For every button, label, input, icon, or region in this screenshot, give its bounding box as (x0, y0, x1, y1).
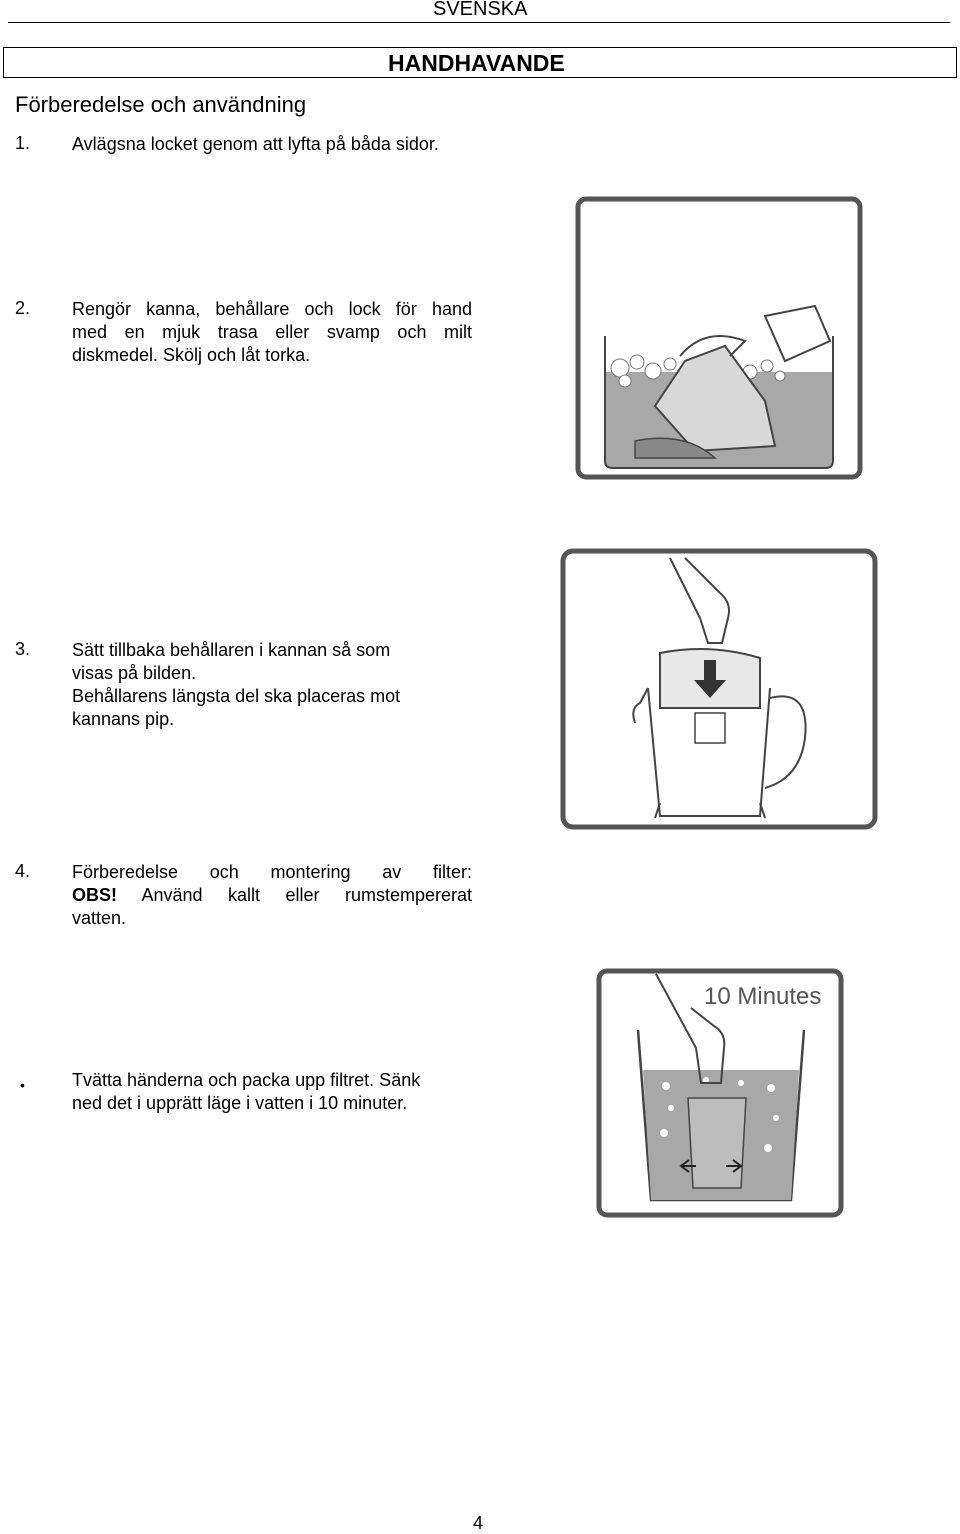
step-4-line: Förberedelse och montering av filter: (72, 862, 472, 882)
step-3-text (72, 639, 452, 731)
step-3-line: Sätt tillbaka behållaren i kannan så som (72, 640, 391, 660)
step-4-line: Använd kallt eller rumstempererat (141, 885, 472, 905)
step-2-text (72, 298, 472, 367)
obs-label: OBS! (72, 885, 117, 905)
insert-illustration (560, 548, 878, 832)
step-1-line: Avlägsna locket genom att lyfta på båda sidor. (72, 134, 439, 154)
step-2-number: 2. (15, 298, 31, 318)
step-3-line: visas på bilden. (72, 663, 197, 683)
step-3-line: Behållarens längsta del ska placeras mot (72, 686, 401, 706)
header-divider (8, 22, 950, 23)
soak-time-label: 10 Minutes (704, 983, 822, 1010)
page-number: 4 (473, 1513, 484, 1533)
step-1-text (72, 133, 492, 156)
step-4-note (72, 884, 472, 907)
step-2-line: med en mjuk trasa eller svamp och milt (72, 322, 472, 342)
step-3-line: kannans pip. (72, 709, 175, 729)
step-3-number: 3. (15, 639, 31, 659)
step-2-line: diskmedel. Skölj och låt torka. (72, 345, 311, 365)
wash-illustration (575, 196, 863, 482)
step-4-text (72, 861, 472, 930)
step-2-line: Rengör kanna, behållare och lock för hand (72, 299, 472, 319)
section-title: HANDHAVANDE (388, 50, 565, 76)
language-label: SVENSKA (433, 0, 528, 20)
bullet-marker: • (20, 1077, 25, 1093)
pitcher-insert-icon (560, 548, 878, 832)
soak-illustration (596, 968, 844, 1218)
step-4-number: 4. (15, 861, 31, 881)
filter-soak-icon (596, 968, 844, 1218)
step-1-number: 1. (15, 133, 31, 153)
section-title-box (3, 47, 957, 78)
bullet-line: Tvätta händerna och packa upp filtret. Sänk (72, 1070, 421, 1090)
step-4-line: vatten. (72, 908, 127, 928)
washing-basin-icon (575, 196, 863, 482)
intro-heading: Förberedelse och användning (15, 92, 307, 117)
bullet-line: ned det i upprätt läge i vatten i 10 minuter. (72, 1093, 408, 1113)
bullet-text (72, 1069, 492, 1115)
